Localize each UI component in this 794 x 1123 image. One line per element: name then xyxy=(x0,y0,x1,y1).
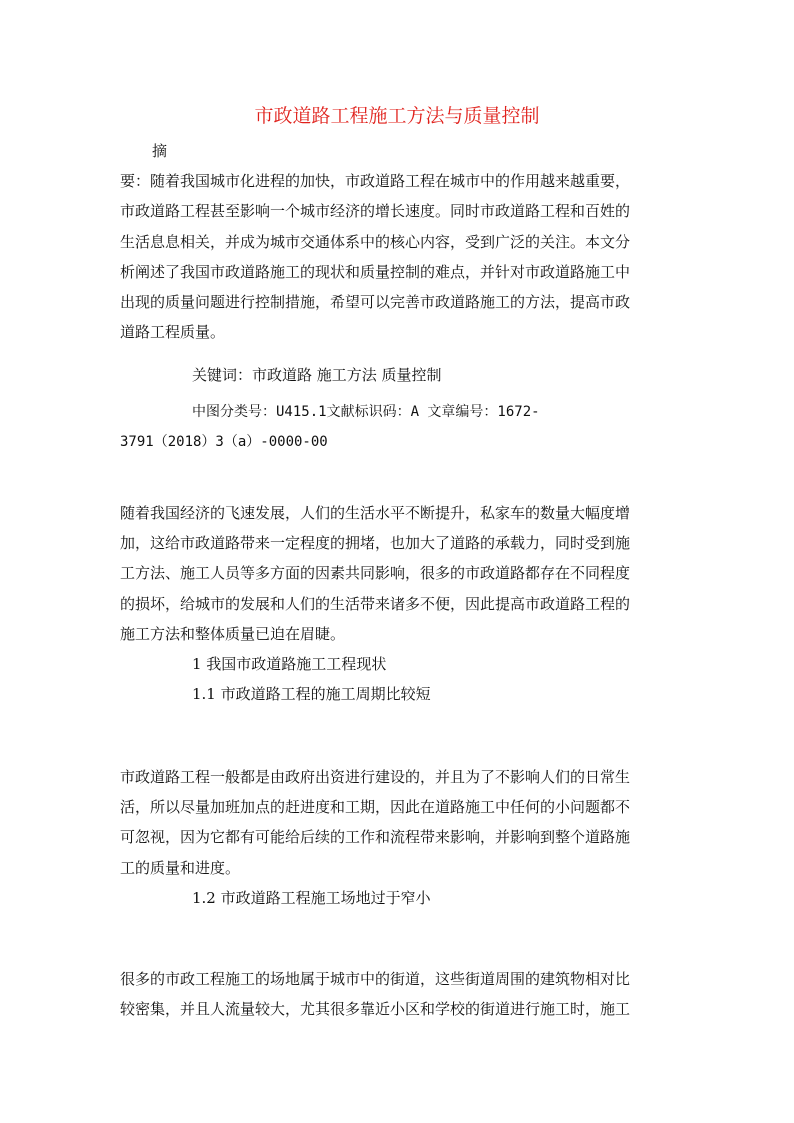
classification-line: 3791（2018）3（a）-0000-00 xyxy=(120,434,328,451)
abstract-line: 生活息息相关，并成为城市交通体系中的核心内容，受到广泛的关注。本文分 xyxy=(120,232,631,251)
paragraph-line: 很多的市政工程施工的场地属于城市中的街道，这些街道周围的建筑物相对比 xyxy=(120,970,631,988)
paragraph-line: 随着我国经济的飞速发展，人们的生活水平不断提升，私家车的数量大幅度增 xyxy=(120,504,631,522)
paragraph-line: 较密集，并且人流量较大，尤其很多靠近小区和学校的街道进行施工时，施工 xyxy=(120,1000,631,1019)
intro-paragraph xyxy=(120,498,676,709)
abstract-line: 市政道路工程甚至影响一个城市经济的增长速度。同时市政道路工程和百姓的 xyxy=(120,202,631,221)
classification-block xyxy=(120,397,676,457)
paragraph-line: 加，这给市政道路带来一定程度的拥堵，也加大了道路的承载力，同时受到施 xyxy=(120,534,631,553)
subsection-heading: 1.1 市政道路工程的施工周期比较短 xyxy=(192,685,431,704)
section-1-1-paragraph xyxy=(120,762,676,913)
keywords-block xyxy=(120,360,676,390)
abstract-label: 摘 xyxy=(152,142,168,160)
paragraph-line: 可忽视，因为它都有可能给后续的工作和流程带来影响，并影响到整个道路施 xyxy=(120,828,631,847)
document-title: 市政道路工程施工方法与质量控制 xyxy=(254,105,540,127)
abstract-line: 析阐述了我国市政道路施工的现状和质量控制的难点，并针对市政道路施工中 xyxy=(120,262,631,281)
abstract-block xyxy=(120,136,676,347)
section-heading: 1 我国市政道路施工工程现状 xyxy=(192,654,387,673)
abstract-line: 出现的质量问题进行控制措施，希望可以完善市政道路施工的方法，提高市政 xyxy=(120,292,631,311)
abstract-line: 道路工程质量。 xyxy=(120,323,226,342)
classification-line: 中图分类号：U415.1文献标识码：A 文章编号：1672- xyxy=(192,404,540,420)
subsection-heading: 1.2 市政道路工程施工场地过于窄小 xyxy=(192,888,431,907)
paragraph-line: 的损坏，给城市的发展和人们的生活带来诸多不便，因此提高市政道路工程的 xyxy=(120,594,631,613)
paragraph-line: 工方法、施工人员等多方面的因素共同影响，很多的市政道路都存在不同程度 xyxy=(120,564,631,583)
section-1-2-paragraph xyxy=(120,964,676,1024)
paragraph-line: 工的质量和进度。 xyxy=(120,858,241,877)
keywords-line: 关键词：市政道路 施工方法 质量控制 xyxy=(192,366,442,384)
abstract-line: 要：随着我国城市化进程的加快，市政道路工程在城市中的作用越来越重要， xyxy=(120,172,631,191)
paragraph-line: 活，所以尽量加班加点的赶进度和工期，因此在道路施工中任何的小问题都不 xyxy=(120,798,631,817)
paragraph-line: 市政道路工程一般都是由政府出资进行建设的，并且为了不影响人们的日常生 xyxy=(120,768,631,786)
paragraph-line: 施工方法和整体质量已迫在眉睫。 xyxy=(120,624,346,643)
